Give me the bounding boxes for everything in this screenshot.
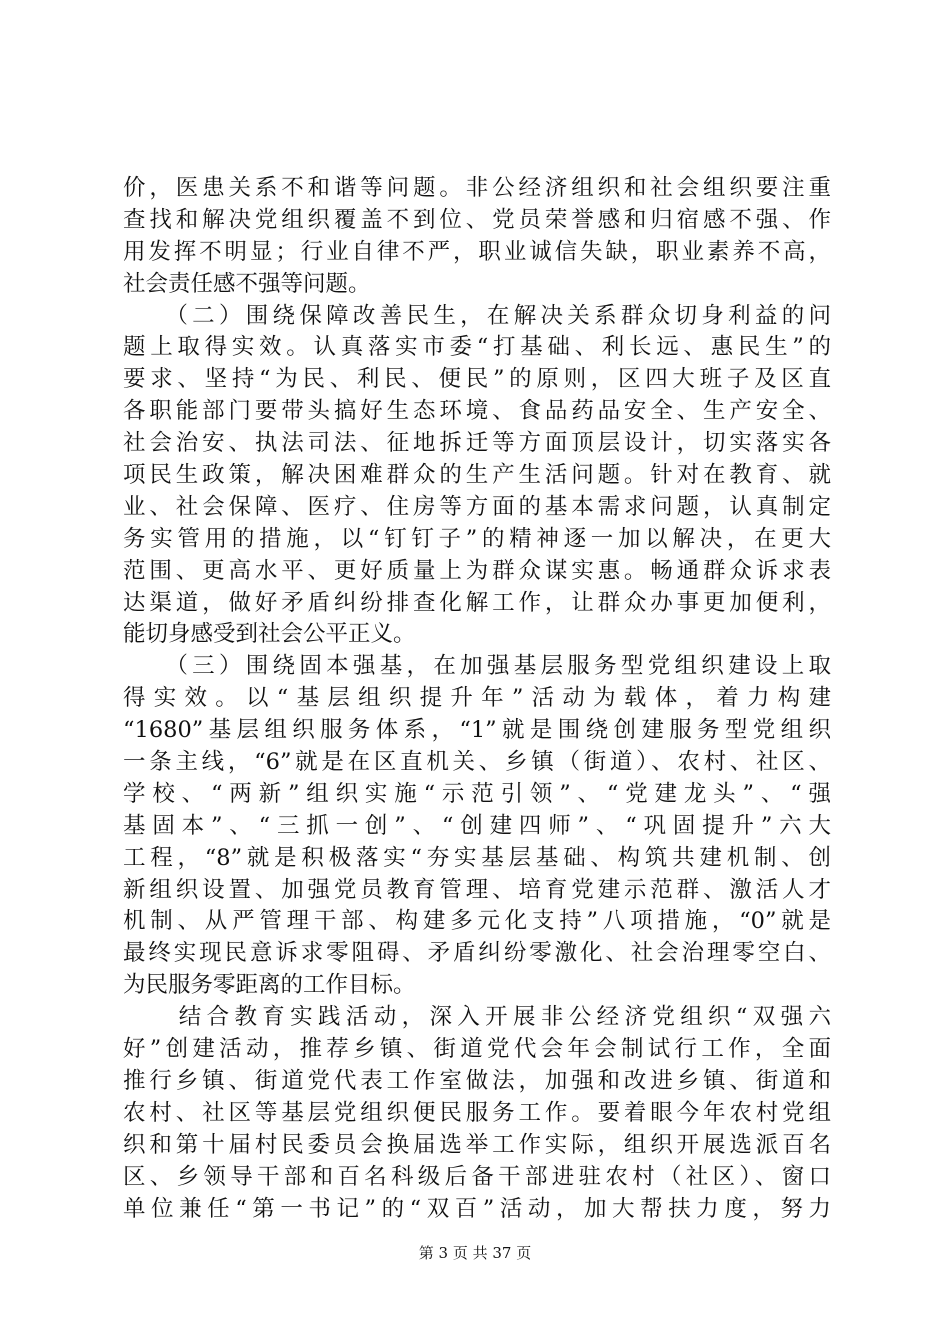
text-line: 推行乡镇、街道党代表工作室做法，加强和改进乡镇、街道和 [123,1067,831,1094]
text-line: 社会责任感不强等问题。 [123,270,371,297]
text-line: 查找和解决党组织覆盖不到位、党员荣誉感和归宿感不强、作 [123,206,831,233]
text-line: 题上取得实效。认真落实市委“打基础、利长远、惠民生”的 [123,334,831,361]
text-line: “1680”基层组织服务体系，“1”就是围绕创建服务型党组织 [123,717,831,744]
text-line: 社会治安、执法司法、征地拆迁等方面顶层设计，切实落实各 [123,430,831,457]
text-line: 务实管用的措施，以“钉钉子”的精神逐一加以解决，在更大 [123,525,831,552]
text-line: 基固本”、“三抓一创”、“创建四师”、“巩固提升”六大 [123,812,831,839]
text-line: 单位兼任“第一书记”的“双百”活动，加大帮扶力度，努力 [123,1195,831,1222]
text-line: 织和第十届村民委员会换届选举工作实际，组织开展选派百名 [123,1131,831,1158]
text-line: 要求、坚持“为民、利民、便民”的原则，区四大班子及区直 [123,366,831,393]
text-line: （二）围绕保障改善民生，在解决关系群众切身利益的问 [123,302,831,329]
text-line: （三）围绕固本强基，在加强基层服务型党组织建设上取 [123,653,831,680]
text-line: 范围、更高水平、更好质量上为群众谋实惠。畅通群众诉求表 [123,557,831,584]
text-line: 业、社会保障、医疗、住房等方面的基本需求问题，认真制定 [123,493,831,520]
page-footer: 第 3 页 共 37 页 [418,1244,532,1262]
text-line: 最终实现民意诉求零阻碍、矛盾纠纷零激化、社会治理零空白、 [123,940,831,967]
text-line: 学校、“两新”组织实施“示范引领”、“党建龙头”、“强 [123,780,831,807]
text-line: 区、乡领导干部和百名科级后备干部进驻农村（社区）、窗口 [123,1163,831,1190]
text-line: 达渠道，做好矛盾纠纷排查化解工作，让群众办事更加便利， [123,589,831,616]
text-line: 为民服务零距离的工作目标。 [123,972,416,999]
text-line: 结合教育实践活动，深入开展非公经济党组织“双强六 [123,1004,831,1031]
body-text [123,173,831,1225]
text-line: 项民生政策，解决困难群众的生产生活问题。针对在教育、就 [123,462,831,489]
text-line: 各职能部门要带头搞好生态环境、食品药品安全、生产安全、 [123,398,831,425]
text-line: 新组织设置、加强党员教育管理、培育党建示范群、激活人才 [123,876,831,903]
text-line: 能切身感受到社会公平正义。 [123,621,416,648]
text-line: 好”创建活动，推荐乡镇、街道党代会年会制试行工作，全面 [123,1036,831,1063]
text-line: 价，医患关系不和谐等问题。非公经济组织和社会组织要注重 [123,175,831,201]
text-line: 用发挥不明显；行业自律不严，职业诚信失缺，职业素养不高， [123,238,831,265]
text-line: 农村、社区等基层党组织便民服务工作。要着眼今年农村党组 [123,1099,831,1126]
text-line: 工程，“8”就是积极落实“夯实基层基础、构筑共建机制、创 [123,844,831,871]
text-line: 得实效。以“基层组织提升年”活动为载体，着力构建 [123,685,831,712]
text-line: 机制、从严管理干部、构建多元化支持”八项措施，“0”就是 [123,908,831,935]
text-line: 一条主线，“6”就是在区直机关、乡镇（街道）、农村、社区、 [123,749,831,776]
